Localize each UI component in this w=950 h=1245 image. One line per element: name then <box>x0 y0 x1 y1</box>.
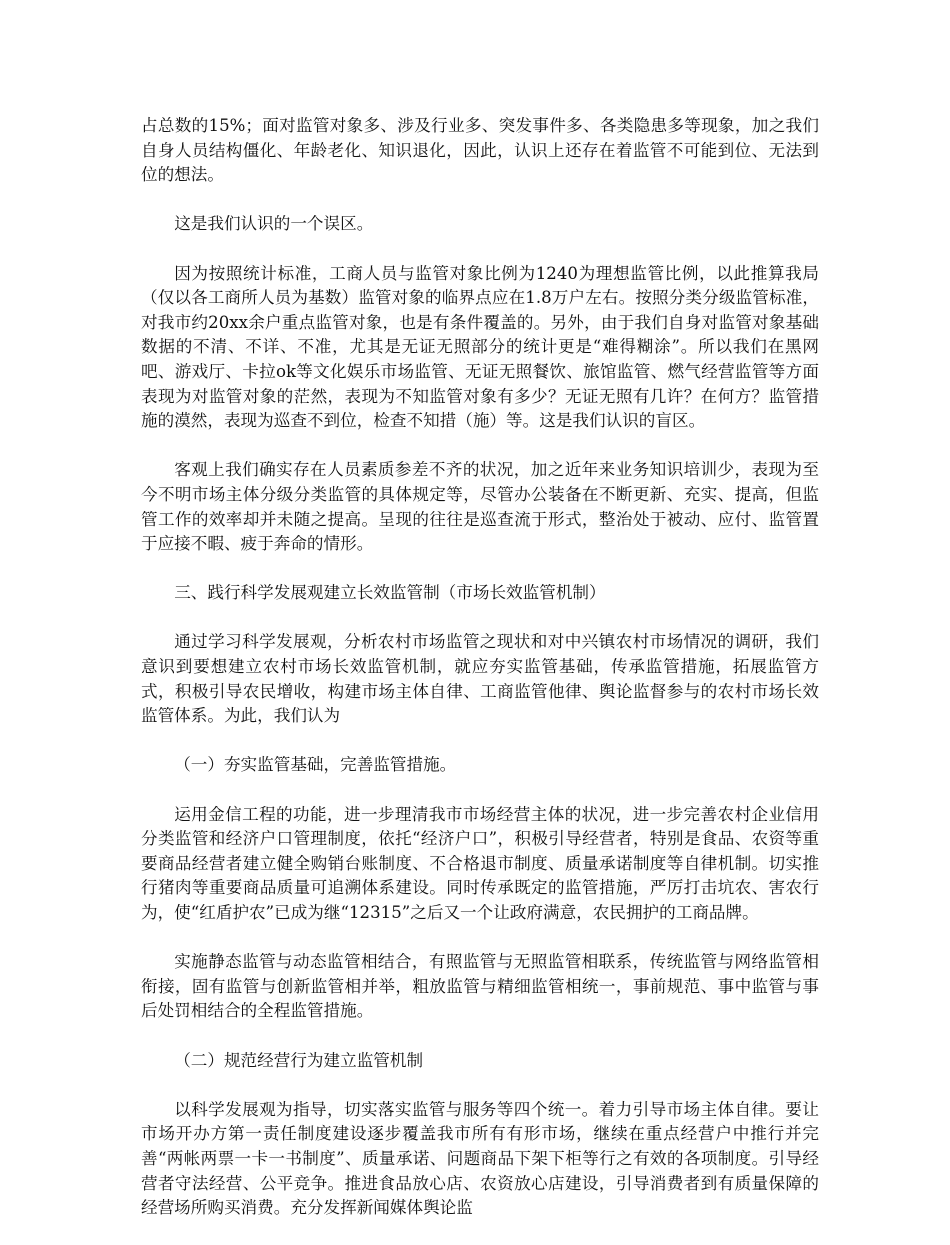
section-heading: 三、践行科学发展观建立长效监管制（市场长效监管机制） <box>174 583 606 603</box>
paragraph: 这是我们认识的一个误区。 <box>174 214 374 234</box>
paragraph: 客观上我们确实存在人员素质参差不齐的状况，加之近年来业务知识培训少，表现为至今不明市场主体分级分类监管的具体规定等，尽管办公装备在不断更新、充实、提高，但监管工作的效率却并未随之提高。呈现的往往是巡查流于形式，整治处于被动、应付、监管置于应接不暇、疲于奔命的情形。 <box>141 460 819 554</box>
paragraph: 实施静态监管与动态监管相结合，有照监管与无照监管相联系，传统监管与网络监管相衔接，固有监管与创新监管相并举，粗放监管与精细监管相统一，事前规范、事中监管与事后处罚相结合的全程监管措施。 <box>141 952 819 1021</box>
paragraph: 因为按照统计标准，工商人员与监管对象比例为1240为理想监管比例，以此推算我局（仅以各工商所人员为基数）监管对象的临界点应在1.8万户左右。按照分类分级监管标准，对我市约20xx余户重点监管对象，也是有条件覆盖的。另外，由于我们自身对监管对象基础数据的不清、不详、不准，尤其是无证无照部分的统计更是“难得糊涂”。所以我们在黑网吧、游戏厅、卡拉ok等文化娱乐市场监管、无证无照餐饮、旅馆监管、燃气经营监管等方面表现为对监管对象的茫然，表现为不知监管对象有多少？无证无照有几许？在何方？监管措施的漠然，表现为巡查不到位，检查不知措（施）等。这是我们认识的盲区。 <box>141 263 819 431</box>
paragraph: 运用金信工程的功能，进一步理清我市市场经营主体的状况，进一步完善农村企业信用分类监管和经济户口管理制度，依托“经济户口”，积极引导经营者，特别是食品、农资等重要商品经营者建立健全购销台账制度、不合格退市制度、质量承诺制度等自律机制。切实推行猪肉等重要商品质量可追溯体系建设。同时传承既定的监管措施，严厉打击坑农、害农行为，使“红盾护农”已成为继“12315”之后又一个让政府满意，农民拥护的工商品牌。 <box>141 804 819 922</box>
subsection-heading: （二）规范经营行为建立监管机制 <box>174 1050 424 1070</box>
document-body <box>141 114 819 1245</box>
paragraph: 以科学发展观为指导，切实落实监管与服务等四个统一。着力引导市场主体自律。要让市场开办方第一责任制度建设逐步覆盖我市所有有形市场，继续在重点经营户中推行并完善“两帐两票一卡一书制度”、质量承诺、问题商品下架下柜等行之有效的各项制度。引导经营者守法经营、公平竞争。推进食品放心店、农资放心店建设，引导消费者到有质量保障的经营场所购买消费。充分发挥新闻媒体舆论监 <box>141 1099 819 1218</box>
paragraph: 通过学习科学发展观，分析农村市场监管之现状和对中兴镇农村市场情况的调研，我们意识到要想建立农村市场长效监管机制，就应夯实监管基础，传承监管措施，拓展监管方式，积极引导农民增收，构建市场主体自律、工商监管他律、舆论监督参与的农村市场长效监管体系。为此，我们认为 <box>141 632 819 726</box>
subsection-heading: （一）夯实监管基础，完善监管措施。 <box>174 755 457 775</box>
paragraph-continuation: 占总数的15%；面对监管对象多、涉及行业多、突发事件多、各类隐患多等现象，加之我们自身人员结构僵化、年龄老化、知识退化，因此，认识上还存在着监管不可能到位、无法到位的想法。 <box>141 116 819 185</box>
